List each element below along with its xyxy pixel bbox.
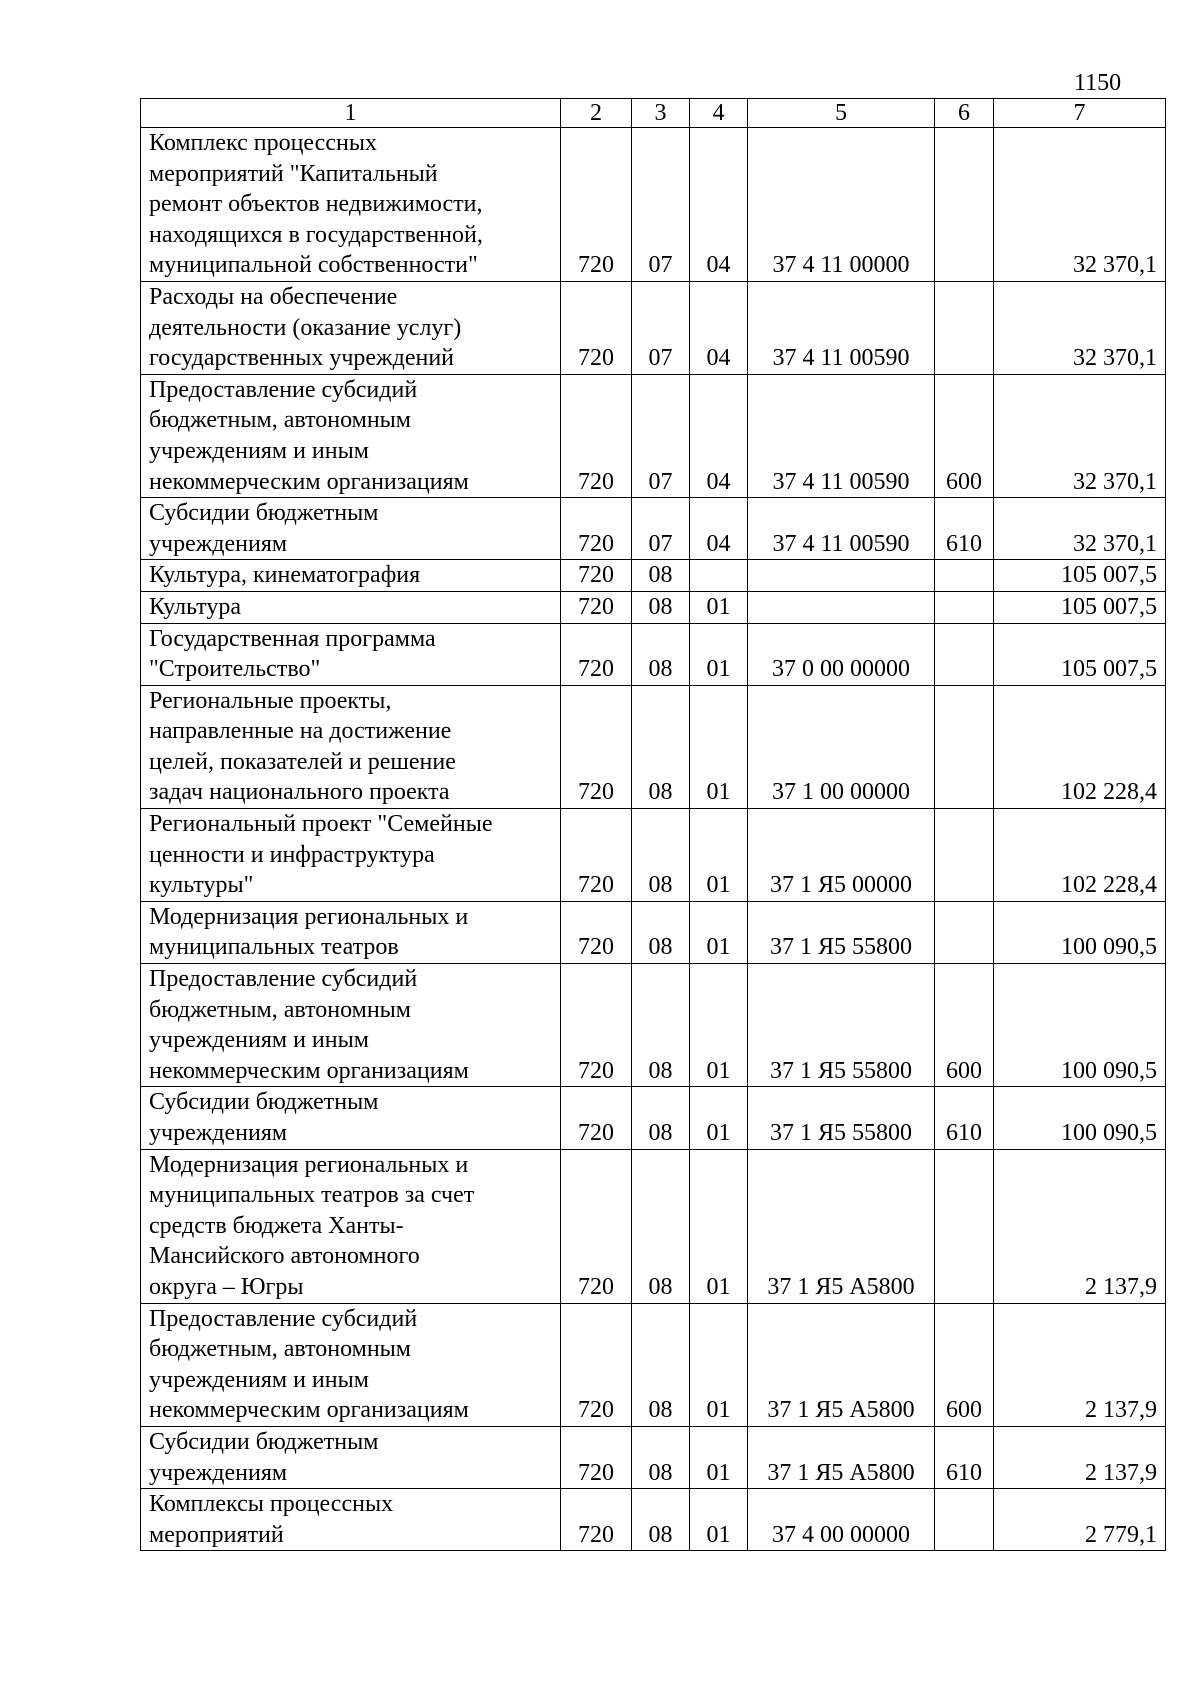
table-row [141,623,1166,685]
cell-target-article: 37 0 00 00000 [748,623,935,685]
cell-section: 08 [632,809,690,902]
cell-name-line: находящихся в государственной, [149,221,483,248]
cell-name-line: Предоставление субсидий [149,1305,418,1332]
table-row [141,1489,1166,1551]
cell-amount: 102 228,4 [994,809,1166,902]
cell-section: 08 [632,591,690,623]
table-body [141,128,1166,1551]
cell-target-article: 37 1 Я5 А5800 [748,1426,935,1488]
table-row [141,1087,1166,1149]
header-col-2: 2 [561,99,632,128]
cell-section: 08 [632,1303,690,1426]
cell-section: 08 [632,623,690,685]
cell-subsection: 01 [690,591,748,623]
cell-name-line: Региональный проект "Семейные [149,811,493,838]
cell-expense-type: 600 [935,964,994,1087]
page-number: 1150 [1074,70,1122,96]
cell-name-line: целей, показателей и решение [149,748,456,775]
table-row [141,1426,1166,1488]
cell-ved: 720 [561,1087,632,1149]
cell-name-line: Культура [149,593,241,620]
cell-expense-type: 610 [935,1426,994,1488]
cell-ved: 720 [561,374,632,497]
cell-name [141,964,561,1087]
cell-target-article [748,591,935,623]
cell-expense-type [935,560,994,592]
cell-expense-type [935,281,994,374]
cell-name-line: некоммерческим организациям [149,1397,469,1424]
cell-name-line: "Строительство" [149,656,321,683]
cell-amount: 2 137,9 [994,1303,1166,1426]
cell-ved: 720 [561,1149,632,1303]
cell-subsection: 01 [690,685,748,808]
cell-amount: 100 090,5 [994,964,1166,1087]
cell-name-line: бюджетным, автономным [149,407,411,434]
cell-name [141,809,561,902]
table-row [141,685,1166,808]
cell-name-line: учреждениям [149,1120,288,1146]
cell-target-article: 37 1 Я5 55800 [748,964,935,1087]
cell-subsection: 04 [690,374,748,497]
cell-ved: 720 [561,1303,632,1426]
cell-expense-type [935,1149,994,1303]
cell-expense-type: 600 [935,374,994,497]
cell-name-line: бюджетным, автономным [149,1336,411,1363]
cell-target-article: 37 4 11 00000 [748,128,935,282]
cell-section: 07 [632,128,690,282]
cell-target-article: 37 1 Я5 00000 [748,809,935,902]
cell-amount: 32 370,1 [994,128,1166,282]
cell-subsection: 04 [690,128,748,282]
table-row [141,901,1166,963]
cell-name-line: мероприятий "Капитальный [149,160,438,187]
cell-amount: 100 090,5 [994,1087,1166,1149]
cell-target-article [748,560,935,592]
cell-name-line: Культура, кинематография [149,562,421,589]
cell-name [141,901,561,963]
header-col-7: 7 [994,99,1166,128]
cell-name-line: округа – Югры [149,1273,304,1300]
cell-ved: 720 [561,1426,632,1488]
cell-target-article: 37 4 11 00590 [748,281,935,374]
table-row [141,1149,1166,1303]
cell-ved: 720 [561,809,632,902]
cell-name-line: мероприятий [149,1521,284,1548]
cell-subsection: 01 [690,1149,748,1303]
cell-ved: 720 [561,901,632,963]
cell-name-line: учреждениям и иным [149,1366,369,1393]
cell-amount: 100 090,5 [994,901,1166,963]
cell-subsection: 01 [690,1489,748,1551]
cell-name-line: бюджетным, автономным [149,996,411,1023]
cell-name-line: Комплекс процессных [149,130,377,156]
cell-target-article: 37 4 00 00000 [748,1489,935,1551]
cell-name-line: муниципальных театров за счет [149,1182,475,1209]
cell-amount: 32 370,1 [994,498,1166,560]
cell-section: 07 [632,498,690,560]
cell-name-line: Субсидии бюджетным [149,500,379,527]
cell-ved: 720 [561,498,632,560]
cell-ved: 720 [561,964,632,1087]
cell-name [141,685,561,808]
table-row [141,809,1166,902]
cell-name-line: Предоставление субсидий [149,966,418,993]
cell-section: 08 [632,1087,690,1149]
cell-section: 07 [632,281,690,374]
cell-target-article: 37 1 Я5 А5800 [748,1303,935,1426]
cell-amount: 2 779,1 [994,1489,1166,1551]
cell-section: 08 [632,901,690,963]
cell-name-line: Расходы на обеспечение [149,283,398,310]
table-row [141,374,1166,497]
cell-subsection: 01 [690,623,748,685]
cell-amount: 105 007,5 [994,623,1166,685]
cell-name-line: Модернизация региональных и [149,1151,469,1178]
cell-name-line: Комплексы процессных [149,1491,394,1518]
cell-section: 08 [632,1149,690,1303]
cell-expense-type [935,1489,994,1551]
cell-subsection: 01 [690,1426,748,1488]
header-row [141,99,1166,128]
cell-section: 08 [632,1426,690,1488]
cell-name-line: муниципальной собственности" [149,252,478,279]
cell-name [141,560,561,592]
cell-ved: 720 [561,560,632,592]
cell-name [141,1303,561,1426]
cell-target-article: 37 4 11 00590 [748,498,935,560]
cell-target-article: 37 1 Я5 55800 [748,901,935,963]
cell-name-line: средств бюджета Ханты- [149,1212,404,1239]
header-col-3: 3 [632,99,690,128]
cell-subsection: 01 [690,901,748,963]
header-col-5: 5 [748,99,935,128]
cell-subsection [690,560,748,592]
cell-ved: 720 [561,128,632,282]
cell-amount: 2 137,9 [994,1149,1166,1303]
table-row [141,128,1166,282]
cell-section: 08 [632,964,690,1087]
table-row [141,591,1166,623]
cell-amount: 2 137,9 [994,1426,1166,1488]
cell-name-line: Субсидии бюджетным [149,1089,379,1116]
cell-name [141,281,561,374]
table-row [141,281,1166,374]
cell-amount: 105 007,5 [994,560,1166,592]
cell-name-line: Региональные проекты, [149,687,392,714]
cell-subsection: 01 [690,809,748,902]
cell-subsection: 04 [690,498,748,560]
cell-target-article: 37 1 Я5 А5800 [748,1149,935,1303]
cell-expense-type [935,623,994,685]
cell-subsection: 01 [690,964,748,1087]
cell-name [141,1426,561,1488]
cell-name-line: ремонт объектов недвижимости, [149,191,483,218]
cell-name-line: Субсидии бюджетным [149,1428,379,1455]
cell-name-line: Государственная программа [149,625,436,652]
cell-target-article: 37 4 11 00590 [748,374,935,497]
cell-amount: 32 370,1 [994,374,1166,497]
cell-name-line: задач национального проекта [149,779,450,806]
cell-expense-type: 600 [935,1303,994,1426]
cell-section: 08 [632,1489,690,1551]
cell-name-line: муниципальных театров [149,934,399,961]
cell-expense-type [935,685,994,808]
cell-name-line: некоммерческим организациям [149,468,469,495]
table-row [141,560,1166,592]
table-row [141,498,1166,560]
cell-name-line: Мансийского автономного [149,1243,420,1270]
cell-name [141,374,561,497]
cell-subsection: 04 [690,281,748,374]
cell-target-article: 37 1 Я5 55800 [748,1087,935,1149]
cell-ved: 720 [561,591,632,623]
cell-expense-type [935,591,994,623]
cell-name-line: учреждениям [149,1459,288,1486]
cell-amount: 105 007,5 [994,591,1166,623]
header-col-1: 1 [141,99,561,128]
cell-name-line: деятельности (оказание услуг) [149,314,462,341]
cell-subsection: 01 [690,1303,748,1426]
cell-name-line: учреждениям и иным [149,437,369,464]
header-col-6: 6 [935,99,994,128]
table-row [141,1303,1166,1426]
cell-amount: 102 228,4 [994,685,1166,808]
cell-name-line: культуры" [149,872,254,899]
cell-section: 08 [632,560,690,592]
cell-expense-type [935,809,994,902]
cell-name [141,591,561,623]
cell-name-line: учреждениям и иным [149,1027,369,1054]
cell-name [141,1489,561,1551]
cell-ved: 720 [561,685,632,808]
table-row [141,964,1166,1087]
cell-name-line: направленные на достижение [149,718,452,745]
cell-ved: 720 [561,623,632,685]
cell-name-line: ценности и инфраструктура [149,841,435,868]
cell-target-article: 37 1 00 00000 [748,685,935,808]
cell-expense-type [935,128,994,282]
budget-table [140,98,1166,1551]
cell-name-line: Модернизация региональных и [149,903,469,930]
cell-amount: 32 370,1 [994,281,1166,374]
cell-name [141,498,561,560]
cell-name [141,128,561,282]
cell-ved: 720 [561,1489,632,1551]
cell-name-line: Предоставление субсидий [149,376,418,403]
cell-name [141,623,561,685]
cell-name-line: государственных учреждений [149,345,455,372]
cell-expense-type: 610 [935,1087,994,1149]
cell-name-line: некоммерческим организациям [149,1057,469,1084]
header-col-4: 4 [690,99,748,128]
cell-section: 08 [632,685,690,808]
cell-expense-type: 610 [935,498,994,560]
cell-name-line: учреждениям [149,530,288,557]
cell-section: 07 [632,374,690,497]
cell-ved: 720 [561,281,632,374]
cell-name [141,1149,561,1303]
cell-expense-type [935,901,994,963]
cell-name [141,1087,561,1149]
cell-subsection: 01 [690,1087,748,1149]
